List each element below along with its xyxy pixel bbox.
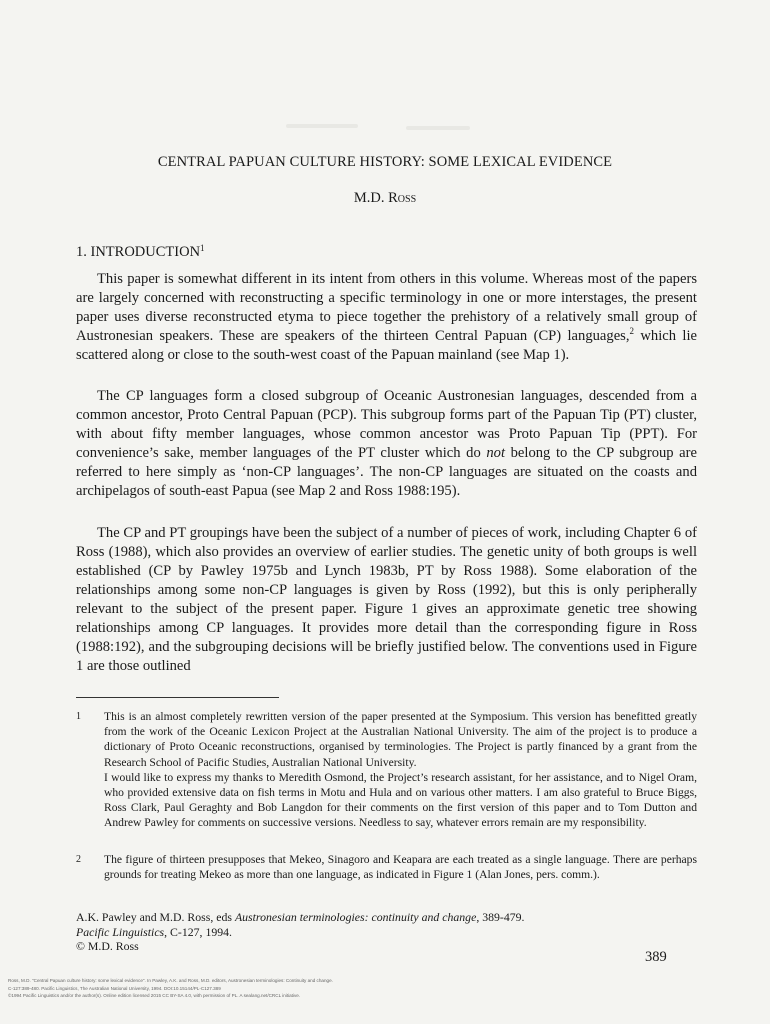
licence-line: ©1994 Pacific Linguistics and/or the author(s). Online edition licensed 2015 CC BY-SA 4.0, with permission of PL. A sealang.net/CRCL initiative.: [8, 993, 301, 999]
licence-line: Ross, M.D. "Central Papuan culture history: some lexical evidence". In Pawley, A.K. and Ross, M.D. editors, Austronesian terminologies: Continuity and change.: [8, 978, 333, 983]
paper-title: CENTRAL PAPUAN CULTURE HISTORY: SOME LEXICAL EVIDENCE: [157, 154, 613, 170]
book-title: Austronesian terminologies: continuity and change: [234, 910, 477, 924]
paragraph-text: This paper is somewhat different in its intent from others in this volume. Whereas most of the papers are largely concerned with reconstructing a specific terminology in one or more interstages, the present paper uses diverse reconstructed etyma to piece together the prehistory of a relatively small group of Austronesian speakers. These are speakers of the thirteen Central Papuan (CP) languages,: [76, 271, 697, 344]
bleed-through-mark: [406, 126, 470, 130]
series-title: Pacific Linguistics: [76, 924, 165, 939]
section-heading-text: 1. INTRODUCTION: [76, 244, 201, 260]
footnote-1: [76, 709, 697, 831]
footnote-number: 2: [76, 854, 81, 865]
citation-line: [76, 910, 524, 925]
section-heading: [76, 244, 205, 261]
bleed-through-mark: [286, 124, 358, 128]
licence-footer: [8, 977, 548, 1000]
paragraph-text: which lie scattered along or close to the south-west coast of the Papuan mainland (see Map 1).: [76, 328, 697, 363]
footnote-divider: [76, 697, 279, 698]
footnote-marker: 2: [629, 326, 635, 337]
licence-line: C-127:389-480. Pacific Linguistics, The Australian National University, 1994. DOI:10.15144/PL-C127.389: [8, 985, 221, 991]
paragraph-3: The CP and PT groupings have been the subject of a number of pieces of work, including Chapter 6 of Ross (1988), which also provides an overview of earlier studies. The genetic unity of both groups is well established (CP by Pawley 1975b and Lynch 1983b, PT by Ross 1988). Some elaboration of the relationships among some non-CP languages is given by Ross (1992), but this is only peripherally relevant to the subject of the present paper. Figure 1 gives an approximate genetic tree showing relationships among CP languages. It provides more detail than the corresponding figure in Ross (1988:192), and the subgrouping decisions will be briefly justified below. The conventions used in Figure 1 are those outlined: [76, 525, 697, 674]
footnote-2: [76, 852, 697, 882]
author-name: [0, 190, 770, 207]
author-surname: Ross: [388, 190, 417, 206]
paragraph-text: belong to the CP subgroup are referred to here simply as ‘non-CP languages’. The non-CP languages are situated on the coasts and archipelagos of south-east Papua (see Map 2 and Ross 1988:195).: [76, 445, 698, 499]
paragraph-2: [76, 387, 697, 501]
paragraph-text: The CP languages form a closed subgroup of Oceanic Austronesian languages, descended from a common ancestor, Proto Central Papuan (PCP). This subgroup forms part of the Papuan Tip (PT) cluster, with about fifty member languages, whose common ancestor was Proto Papuan Tip (PPT). For convenience’s sake, member languages of the PT cluster which do: [76, 388, 697, 461]
copyright-line: © M.D. Ross: [76, 939, 139, 953]
paragraph-1: [76, 270, 697, 365]
author-initials: M.D.: [353, 190, 385, 206]
citation-text: , C-127, 1994.: [164, 924, 232, 939]
citation-text: A.K. Pawley and M.D. Ross, eds: [76, 910, 235, 924]
citation-line: [76, 925, 524, 940]
citation-block: [76, 910, 524, 954]
emphasis-text: not: [486, 445, 506, 461]
footnote-text: This is an almost completely rewritten version of the paper presented at the Symposium. This version has benefitted greatly from the work of the Oceanic Lexicon Project at the Australian National University. The aim of the project is to produce a dictionary of Proto Oceanic reconstructions, organised by terminologies. The Project is partly financed by a grant from the Research School of Pacific Studies, Australian National University.: [104, 710, 697, 769]
citation-text: , 389-479.: [476, 910, 525, 924]
page-number: 389: [645, 949, 667, 965]
footnote-text: The figure of thirteen presupposes that Mekeo, Sinagoro and Keapara are each treated as a single language. There are perhaps grounds for treating Mekeo as more than one language, as indicated in Figure 1 (Alan Jones, pers. comm.).: [104, 853, 697, 882]
footnote-number: 1: [76, 711, 81, 722]
footnote-marker: 1: [200, 243, 205, 253]
footnote-text: I would like to express my thanks to Meredith Osmond, the Project’s research assistant, for her assistance, and to Nigel Oram, who provided extensive data on fish terms in Motu and Hula and on various other matters. I am also grateful to Bruce Biggs, Ross Clark, Paul Geraghty and Bob Langdon for their comments on the first version of this paper and to Tom Dutton and Andrew Pawley for comments on successive versions. Needless to say, whatever errors remain are my responsibility.: [104, 770, 697, 830]
